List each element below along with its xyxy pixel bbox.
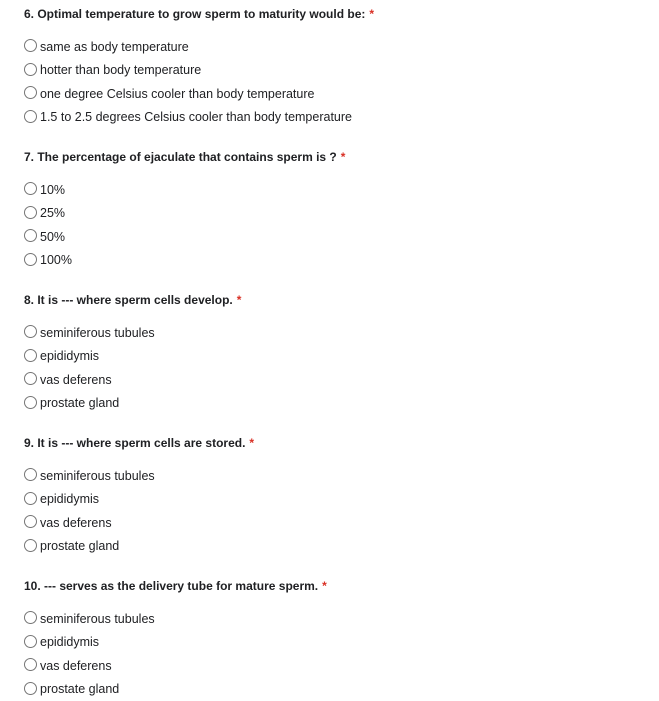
radio-button[interactable] xyxy=(24,658,37,671)
question-title: 10. --- serves as the delivery tube for mature sperm. * xyxy=(24,578,644,594)
option-label: epididymis xyxy=(40,634,99,650)
option-epididymis[interactable] xyxy=(24,345,644,369)
radio-button[interactable] xyxy=(24,635,37,648)
option-label: vas deferens xyxy=(40,372,112,388)
question-title: 9. It is --- where sperm cells are stored. * xyxy=(24,435,644,451)
question-title: 6. Optimal temperature to grow sperm to maturity would be: * xyxy=(24,6,644,22)
option-vas-deferens[interactable] xyxy=(24,511,644,535)
radio-button[interactable] xyxy=(24,396,37,409)
option-label: vas deferens xyxy=(40,515,112,531)
radio-button[interactable] xyxy=(24,110,37,123)
option-label: epididymis xyxy=(40,491,99,507)
option-50-percent[interactable] xyxy=(24,225,644,249)
options-list xyxy=(24,35,644,129)
option-label: epididymis xyxy=(40,348,99,364)
option-label: same as body temperature xyxy=(40,39,189,55)
option-vas-deferens[interactable] xyxy=(24,368,644,392)
option-epididymis[interactable] xyxy=(24,488,644,512)
required-asterisk: * xyxy=(341,150,346,164)
options-list xyxy=(24,178,644,272)
radio-button[interactable] xyxy=(24,206,37,219)
option-one-degree-cooler[interactable] xyxy=(24,82,644,106)
radio-button[interactable] xyxy=(24,539,37,552)
option-seminiferous-tubules[interactable] xyxy=(24,321,644,345)
option-seminiferous-tubules[interactable] xyxy=(24,464,644,488)
radio-button[interactable] xyxy=(24,86,37,99)
option-10-percent[interactable] xyxy=(24,178,644,202)
option-hotter-than-body-temp[interactable] xyxy=(24,59,644,83)
options-list xyxy=(24,321,644,415)
question-10 xyxy=(24,578,644,701)
option-label: prostate gland xyxy=(40,681,119,697)
question-title: 8. It is --- where sperm cells develop. * xyxy=(24,292,644,308)
option-label: seminiferous tubules xyxy=(40,468,155,484)
option-label: prostate gland xyxy=(40,538,119,554)
option-label: 50% xyxy=(40,229,65,245)
options-list xyxy=(24,464,644,558)
option-label: one degree Celsius cooler than body temperature xyxy=(40,86,314,102)
option-1-5-to-2-5-degrees-cooler[interactable] xyxy=(24,106,644,130)
option-prostate-gland[interactable] xyxy=(24,392,644,416)
option-label: seminiferous tubules xyxy=(40,611,155,627)
option-prostate-gland[interactable] xyxy=(24,678,644,701)
option-label: hotter than body temperature xyxy=(40,62,201,78)
option-label: 10% xyxy=(40,182,65,198)
radio-button[interactable] xyxy=(24,682,37,695)
radio-button[interactable] xyxy=(24,611,37,624)
question-9 xyxy=(24,435,644,558)
option-vas-deferens[interactable] xyxy=(24,654,644,678)
radio-button[interactable] xyxy=(24,372,37,385)
option-epididymis[interactable] xyxy=(24,631,644,655)
options-list xyxy=(24,607,644,701)
option-label: 100% xyxy=(40,252,72,268)
radio-button[interactable] xyxy=(24,182,37,195)
required-asterisk: * xyxy=(249,436,254,450)
radio-button[interactable] xyxy=(24,63,37,76)
option-100-percent[interactable] xyxy=(24,249,644,273)
radio-button[interactable] xyxy=(24,253,37,266)
option-label: prostate gland xyxy=(40,395,119,411)
radio-button[interactable] xyxy=(24,229,37,242)
question-7 xyxy=(24,149,644,272)
required-asterisk: * xyxy=(369,7,374,21)
radio-button[interactable] xyxy=(24,492,37,505)
option-label: 1.5 to 2.5 degrees Celsius cooler than body temperature xyxy=(40,109,352,125)
option-label: 25% xyxy=(40,205,65,221)
option-label: seminiferous tubules xyxy=(40,325,155,341)
required-asterisk: * xyxy=(322,579,327,593)
radio-button[interactable] xyxy=(24,468,37,481)
option-same-as-body-temp[interactable] xyxy=(24,35,644,59)
option-seminiferous-tubules[interactable] xyxy=(24,607,644,631)
radio-button[interactable] xyxy=(24,325,37,338)
option-25-percent[interactable] xyxy=(24,202,644,226)
radio-button[interactable] xyxy=(24,515,37,528)
required-asterisk: * xyxy=(237,293,242,307)
option-prostate-gland[interactable] xyxy=(24,535,644,559)
radio-button[interactable] xyxy=(24,39,37,52)
option-label: vas deferens xyxy=(40,658,112,674)
question-6 xyxy=(24,6,644,129)
radio-button[interactable] xyxy=(24,349,37,362)
question-8 xyxy=(24,292,644,415)
question-title: 7. The percentage of ejaculate that contains sperm is ? * xyxy=(24,149,644,165)
